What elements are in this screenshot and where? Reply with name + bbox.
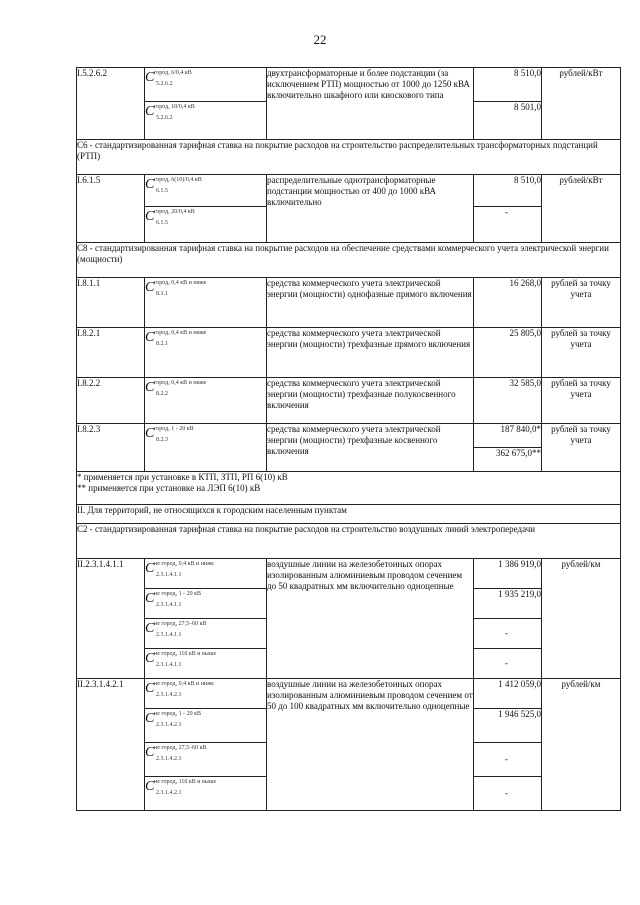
rate-value: 16 268,0 (474, 278, 542, 328)
rate-value: 25 805,0 (474, 328, 542, 378)
rate-value: - (474, 649, 542, 679)
rate-unit: рублей/км (542, 559, 621, 679)
rate-symbol: C город, 0,4 кВ и ниже 8.2.2 (145, 378, 267, 424)
rate-value: 8 510,0 (474, 68, 542, 102)
rate-unit: рублей за точку учета (542, 278, 621, 328)
table-row (77, 278, 621, 328)
row-code: I.8.1.1 (77, 278, 145, 328)
row-code: I.8.2.1 (77, 328, 145, 378)
page-number: 22 (313, 32, 327, 47)
table-row (77, 679, 621, 709)
row-code: I.8.2.3 (77, 424, 145, 472)
rate-symbol: C город, 10/0,4 кВ 5.2.6.2 (145, 102, 267, 140)
table-row (77, 68, 621, 102)
row-code: I.8.2.2 (77, 378, 145, 424)
rate-value: 1 935 219,0 (474, 589, 542, 619)
row-description: средства коммерческого учета электрической энергии (мощности) трехфазные косвенного включения (267, 424, 474, 472)
section-ii-title: II. Для территорий, не относящихся к городским населенным пунктам (77, 505, 621, 524)
table-row (77, 378, 621, 424)
table-row (77, 140, 621, 175)
rate-symbol: C не город, 27,5–60 кВ 2.3.1.4.2.1 (145, 743, 267, 777)
rate-symbol: C не город, 110 кВ и выше 2.3.1.4.1.1 (145, 649, 267, 679)
rate-value: - (474, 743, 542, 777)
section-header-c2: C2 - стандартизированная тарифная ставка на покрытие расходов на строительство воздушных линий электропередачи (77, 524, 621, 559)
rate-symbol: C не город, 110 кВ и выше 2.3.1.4.2.1 (145, 777, 267, 811)
rate-symbol: C город, 0,4 кВ и ниже 8.1.1 (145, 278, 267, 328)
footnotes (77, 472, 621, 505)
rate-unit: рублей/кВт (542, 68, 621, 140)
rate-symbol: C не город, 1 - 20 кВ 2.3.1.4.2.1 (145, 709, 267, 743)
section-header-c6: C6 - стандартизированная тарифная ставка на покрытие расходов на строительство распределительных трансформаторных подстанций (РТП) (77, 140, 621, 175)
table-row (77, 559, 621, 589)
table-row (77, 424, 621, 448)
rate-unit: рублей за точку учета (542, 328, 621, 378)
footnote-1: * применяется при установке в КТП, ЗТП, РП 6(10) кВ (77, 472, 288, 482)
row-description: распределительные однотрансформаторные подстанции мощностью от 400 до 1000 кВА включительно (267, 175, 474, 243)
row-description: средства коммерческого учета электрической энергии (мощности) однофазные прямого включения (267, 278, 474, 328)
rate-symbol: C город, 6/0,4 кВ 5.2.6.2 (145, 68, 267, 102)
rate-value: 362 675,0** (474, 448, 542, 472)
rate-value: 32 585,0 (474, 378, 542, 424)
rate-symbol: C город, 20/0,4 кВ 6.1.5 (145, 207, 267, 243)
rate-unit: рублей/кВт (542, 175, 621, 243)
rate-value: 1 412 059,0 (474, 679, 542, 709)
rate-symbol: C не город, 27,5–60 кВ 2.3.1.4.1.1 (145, 619, 267, 649)
rate-value: 1 946 525,0 (474, 709, 542, 743)
rate-symbol: C не город, 0,4 кВ и ниже 2.3.1.4.1.1 (145, 559, 267, 589)
row-code: I.5.2.6.2 (77, 68, 145, 140)
table-row (77, 328, 621, 378)
rate-value: - (474, 619, 542, 649)
table-row (77, 243, 621, 278)
rate-symbol: C город, 6(10)/0,4 кВ 6.1.5 (145, 175, 267, 207)
table-row (77, 524, 621, 559)
row-code: II.2.3.1.4.2.1 (77, 679, 145, 811)
rate-unit: рублей за точку учета (542, 424, 621, 472)
tariff-table (76, 67, 621, 811)
row-description: средства коммерческого учета электрической энергии (мощности) трехфазные полукосвенного включения (267, 378, 474, 424)
rate-value: 8 501,0 (474, 102, 542, 140)
row-code: II.2.3.1.4.1.1 (77, 559, 145, 679)
rate-value: 1 386 919,0 (474, 559, 542, 589)
rate-unit: рублей/км (542, 679, 621, 811)
rate-symbol: C город, 1 - 20 кВ 8.2.3 (145, 424, 267, 472)
section-header-c8: C8 - стандартизированная тарифная ставка на покрытие расходов на обеспечение средствами коммерческого учета электрической энергии (мощности) (77, 243, 621, 278)
rate-value: 8 510,0 (474, 175, 542, 207)
rate-value: 187 840,0* (474, 424, 542, 448)
rate-value: - (474, 207, 542, 243)
row-description: двухтрансформаторные и более подстанции (за исключением РТП) мощностью от 1000 до 1250 кВА включительно шкафного или киоскового типа (267, 68, 474, 140)
row-description: воздушные линии на железобетонных опорах изолированным алюминиевым проводом сечением до 50 квадратных мм включительно одноцепные (267, 559, 474, 679)
rate-unit: рублей за точку учета (542, 378, 621, 424)
rate-value: - (474, 777, 542, 811)
footnote-2: ** применяется при установке на ЛЭП 6(10) кВ (77, 483, 261, 493)
row-description: средства коммерческого учета электрической энергии (мощности) трехфазные прямого включения (267, 328, 474, 378)
table-row (77, 175, 621, 207)
rate-symbol: C не город, 1 - 20 кВ 2.3.1.4.1.1 (145, 589, 267, 619)
rate-symbol: C город, 0,4 кВ и ниже 8.2.1 (145, 328, 267, 378)
row-description: воздушные линии на железобетонных опорах изолированным алюминиевым проводом сечением от 50 до 100 квадратных мм включительно одноцепные (267, 679, 474, 811)
table-row (77, 472, 621, 505)
table-row (77, 505, 621, 524)
row-code: I.6.1.5 (77, 175, 145, 243)
rate-symbol: C не город, 0,4 кВ и ниже 2.3.1.4.2.1 (145, 679, 267, 709)
